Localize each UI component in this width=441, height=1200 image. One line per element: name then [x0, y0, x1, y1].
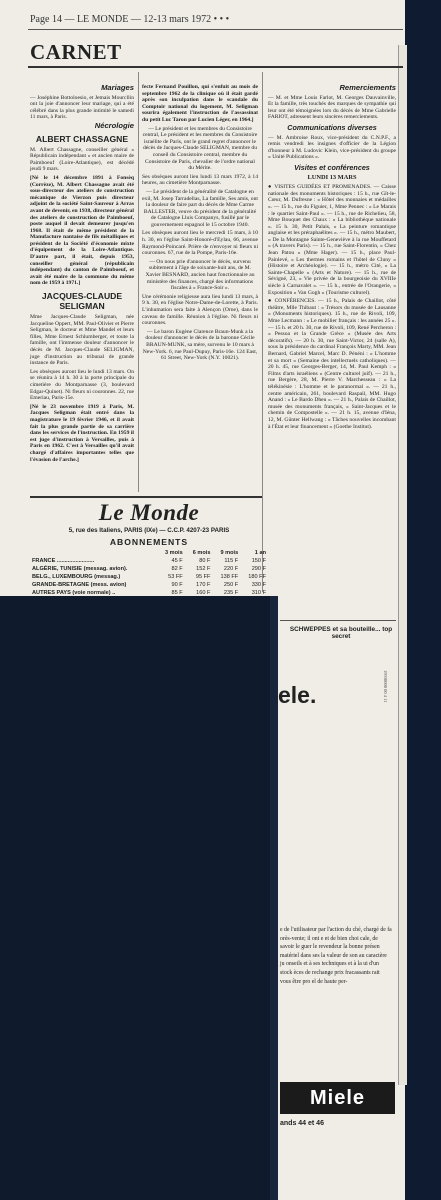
subscription-price: 138 FF [220, 574, 239, 580]
obit-bio-seligman: [Né le 23 novembre 1919 à Paris, M. Jacques Seligman était entré dans la magistrature le 19 février 1946, et il avait fait la plus grande partie de sa carrière dans les services de l'instruction. En 1959 il est juge d'instruction à Versailles, puis à Paris en 1962. C'est à Versailles qu'il avait chargé d'affaires importantes telles que l'évasion de l'arche.] [30, 403, 134, 463]
subscription-price: 95 FF [195, 574, 211, 580]
col-header: 1 an [254, 550, 266, 556]
col2-para-3: Ses obsèques auront lieu lundi 13 mars 1972, à 14 heures, au cimetière Montparnasse. [142, 173, 258, 187]
visites-text: ● VISITES GUIDÉES ET PROMENADES. — Caisse nationale des monuments historiques : 15 h., rue Gît-le-Cœur, M. Dufresne : « Hôtel des monnaies et médailles ». — 15 h., rue du Figuier, 1, Mme Pennec : « Le Marais : le quartier Saint-Paul ». — 15 h., rue de Richelieu, 58, Mme Bouquet des Chaux : « La bibliothèque nationale ». 15 h. 30, Petit Palais, « La peinture romantique anglaise et les préraphaélites ». — 15 h., métro Maubert, « De la Montagne Sainte-Geneviève à la rue Mouffetard » (A travers Paris). — 15 h., rue Saint-Florentin, « Chez Jean Patou » (Mme Hager). — 15 h., place Paul-Painlevé, « Les thermes romains et l'hôtel de Cluny » (Histoire et Archéologie). — 15 h., métro Cité, « La Sainte-Chapelle » (Arts et Nature). — 15 h., rue de Sévigné, 23, « Vie privée de la bourgeoisie du XVIIIe siècle à Carnavalet ». — 15 h., entrée de l'Orangerie, « Exposition « Van Gogh » (Tourisme culturel). [268, 184, 396, 296]
section-rule [28, 66, 403, 68]
obit-bio-chassagne: [Né le 14 décembre 1891 à Fonsèq (Corrèze), M. Albert Chassagne avait été sous-directeur des ateliers de construction mécanique de Vierzon puis directeur adjoint de la société Saint-Sauveur à Arras avant de devenir, en 1938, directeur général des ateliers de construction de Paimboeuf, poste auquel il devait demeurer jusqu'en 1968. Il était de même président de la Manufacture nantaise de fils métalliques et président de la Société d'économie mixte d'équipement de la Loire-Atlantique. D'autre part, il était, depuis 1953, conseiller général (républicain indépendant) du canton de Paimboeuf, et avait été maire de la commune du même nom de 1959 à 1971.] [30, 174, 134, 287]
le-monde-address: 5, rue des Italiens, PARIS (IXe) — C.C.P. 4207-23 PARIS [68, 527, 230, 534]
side-strip [398, 45, 407, 1085]
column-1 [30, 84, 134, 465]
obit-text-seligman: Mme Jacques-Claude Seligman, née Jacqueline Oppert, MM. Paul-Olivier et Pierre Seligman, le docteur et Mme Mandel et leurs filles, Mme Ernest Schlumberger, et toute la famille, ont l'immense douleur d'annoncer le décès de M. Jacques-Claude SELIGMAN, juge d'instruction au tribunal de grande instance de Paris. [30, 314, 134, 367]
col2-para-8: — Le baron Eugène Clarence Braun-Munk a la douleur d'annoncer le décès de la baronne Cécile BRAUN-MUNK, sa mère, survenu le 10 mars à New-York. 6, rue Paul-Dupuy, Paris-16e. 124 East, 61 Street, New-York (N.Y. 10021). [142, 328, 258, 362]
scan-background-right [405, 0, 441, 1200]
schweppes-rule [280, 620, 396, 621]
side-code: 19930000 00 4 11 [383, 670, 388, 703]
subscription-price: 235 F [223, 590, 239, 596]
subscription-price: 290 F [251, 566, 266, 572]
subscription-price: 150 F [251, 558, 266, 564]
necrologie-heading: Nécrologie [94, 120, 134, 130]
schweppes-item: SCHWEPPES et sa bouteille... top secret [289, 626, 393, 640]
column-3 [268, 84, 396, 432]
ad-headline-fragment: ele. [278, 682, 317, 708]
miele-advertisement [278, 596, 398, 1200]
communications-text: — M. Ambroise Roux, vice-président du C.N.P.F., a remis vendredi les insignes d'officier de la Légion d'honneur à M. Ludovic Klein, vice-président du groupe « Unité Publications ». [268, 134, 396, 161]
subscription-price: 180 FF [248, 574, 266, 580]
col-header: 6 mois [192, 550, 211, 556]
col-header: 9 mois [220, 550, 239, 556]
visites-heading: Visites et conférences [294, 162, 370, 172]
subscription-price: 160 F [196, 590, 211, 596]
ad-body-text: e de l'utilisateur par l'action du ché, chargé de fa orès-vente; il ont e et de bien choi cale, de savoir le guer le revendeur la bonne présen matériel dans ses la valeur de son au caractère ju onseils et à ses techniques et à la ui d'un stock èces de rechange prix fracassants rait vous être pro el de haute per- [280, 927, 392, 985]
subscription-row [30, 581, 268, 589]
date-heading: LUNDI 13 MARS [307, 173, 357, 181]
subscription-row-label: GRANDE-BRETAGNE (mess. avion) [32, 582, 127, 588]
subscription-price: 82 F [171, 566, 183, 572]
subscription-box [30, 500, 268, 597]
remerciements-heading: Remerciements [339, 83, 396, 92]
col2-para-4: — Le président de la généralité de Catalogne en exil, M. Josep Tarradellas, La famille, Ses amis, ont la douleur de faire part du décès de Mme Carme BALLESTER, veuve du président de la généralité de Catalogne Lluis Companys, fusillé par le gouvernement espagnol le 15 octobre 1940. [142, 188, 258, 228]
subscription-row-label: AUTRES PAYS (voie normale) .. [32, 590, 116, 596]
page-header: Page 14 — LE MONDE — 12-13 mars 1972 • • • [30, 14, 230, 25]
header-rule [28, 29, 403, 30]
col2-para-6: — On nous prie d'annoncer le décès, survenu subitement à l'âge de soixante-huit ans, de M. Xavier BESNARD, ancien haut fonctionnaire au ministère des finances, chargé des informations fiscales à « France-Soir ». [145, 258, 255, 292]
communications-heading: Communications diverses [287, 122, 377, 132]
subscription-price: 115 F [224, 558, 239, 564]
column-divider [138, 72, 139, 492]
column-2 [142, 84, 258, 364]
scan-background-gap [270, 596, 278, 1200]
obit-name-chassagne: ALBERT CHASSAGNE [35, 133, 129, 144]
mariages-heading: Mariages [101, 83, 134, 92]
subscription-row-label: FRANCE ........................ [32, 558, 95, 564]
subscription-price: 90 F [171, 582, 183, 588]
subscription-row [30, 573, 268, 581]
subscription-price: 152 F [196, 566, 211, 572]
subscription-price: 53 FF [168, 574, 183, 580]
subscription-table [30, 549, 268, 597]
subscription-row-label: ALGÉRIE, TUNISIE (messag. avion). [32, 566, 128, 572]
box-rule [30, 496, 262, 498]
col-header: 3 mois [164, 550, 183, 556]
col2-para-1: fecte Fernand Pouillon, qui s'enfuit au mois de septembre 1962 de la clinique où il était gardé après son inculpation dans le scandale du Comptoir national du logement, M. Seligman sourira également l'instruction de l'assassinat du petit Luc Taron par Lucien Léger, en 1964.] [142, 84, 258, 123]
miele-logo: Miele [280, 1082, 395, 1114]
conferences-text: ● CONFÉRENCES. — 15 h., Palais de Chaillot, côté théâtre, Mlle Thibaut : « Trésors du musée de Lausanne » (Monuments historiques). 15 h., rue de Rivoli, 109, Mme Lecmann : « Le mobilier français : les années 25 ». — 15 h. et 20 h. 30, rue de Rivoli, 109, René Percheron : « Pessoa et la Grande Grèce » (Musée des Arts décoratifs). — 20 h. 30, rue Saint-Victor, 24 (salle A), sous la présidence du cardinal François Marty, MM. Jean Bernard, Gabriel Marcel, Marc D. Pénéni : « L'homme et sa mort » (Semaine des intellectuels catholiques). — 20 h. 45, rue Georges-Berger, 14, M. Paul Kemph : « Films d'arts israéliens » (Centre culturel juif). — 21 h., rue Bergère, 28, M. Pierre V. Marchesseau : « La télékinésie : L'homme et le paranormal ». — 21 h., centre américain, 261, boulevard Raspail, MM. Hugo Anand : « Le Bardo Dheu ». — 21 h., Palais de Chaillot, musée des monuments français, « Saint-Jacques et le chemin de Compostelle ». — 21 h. 15, avenue d'Iéna, 12, M. Günter Hellwang : « Tâches nouvelles incombant à l'État et leur financement » (Goethe Institut). [268, 298, 396, 430]
obit-text-chassagne: M. Albert Chassagne, conseiller général « Républicain indépendant » et ancien maire de Paimboeuf (Loire-Atlantique), est décédé jeudi 9 mars. [30, 146, 134, 173]
subscription-row-label: BELG., LUXEMBOURG (messag.) [32, 574, 121, 580]
remerciements-text: — M. et Mme Louis Farlot, M. Georges Dauvainville, Et la famille, très touchés des marques de sympathie qui leur ont été témoignées lors du décès de Mme Gabrielle FARIOT, adressent leurs sincères remerciements. [268, 94, 396, 121]
mariages-text: — Joséphine Bottoloesio, et Jemais Mourcllin ont la joie d'annoncer leur mariage, qui a été célébré dans la plus grande intimité le samedi 11 mars, à Paris. [30, 94, 134, 121]
le-monde-logo: Le Monde [98, 500, 200, 525]
subscription-price: 45 F [171, 558, 183, 564]
subscription-row [30, 557, 268, 565]
obit-obseques-seligman: Les obsèques auront lieu le lundi 13 mars. On se réunira à 14 h. 30 à la porte principale du cimetière du Montparnasse (3, boulevard Edgar-Quinet). Ni fleurs ni couronnes. 22, rue Emeriau, Paris-15e. [30, 368, 134, 402]
subscription-price: 330 F [251, 582, 266, 588]
obit-name-seligman: JACQUES-CLAUDE SELIGMAN [41, 291, 123, 312]
subscription-price: 80 F [199, 558, 211, 564]
subscription-price: 250 F [223, 582, 239, 588]
subscription-price: 310 F [251, 590, 266, 596]
abonnements-heading: ABONNEMENTS [109, 537, 189, 547]
col2-para-7: Une cérémonie religieuse aura lieu lundi 13 mars, à 9 h. 30, en l'église Notre-Dame-de-Lorette, à Paris. L'inhumation sera faite à Alençon (Orne), dans le caveau de famille. Réunion à l'église. Ni fleurs ni couronnes. [142, 293, 258, 327]
subscription-price: 220 F [223, 566, 239, 572]
col2-para-2: — Le président et les membres du Consistoire central, Le président et les membres du Consistoire israélite de Paris, ont le grand regret d'annoncer le décès de Jacques-Claude SELIGMAN, membre du conseil du Consistoire central, membre du Consistoire de Paris, chevalier de l'ordre national du Mérite. [142, 125, 258, 172]
subscription-row [30, 565, 268, 573]
col2-para-5: Les obsèques auront lieu le mercredi 15 mars, à 10 h. 30, en l'église Saint-Honoré-d'Eylau, 66, avenue Raymond-Poincaré. Prière de n'envoyer ni fleurs ni couronnes. 67, rue de la Pompe, Paris-16e. [142, 230, 258, 257]
subscription-price: 85 F [171, 590, 183, 596]
section-title: CARNET [30, 40, 122, 64]
subscription-price: 170 F [196, 582, 211, 588]
scan-background-bottom-left [0, 596, 270, 1200]
ad-footer: ands 44 et 46 [280, 1120, 324, 1127]
